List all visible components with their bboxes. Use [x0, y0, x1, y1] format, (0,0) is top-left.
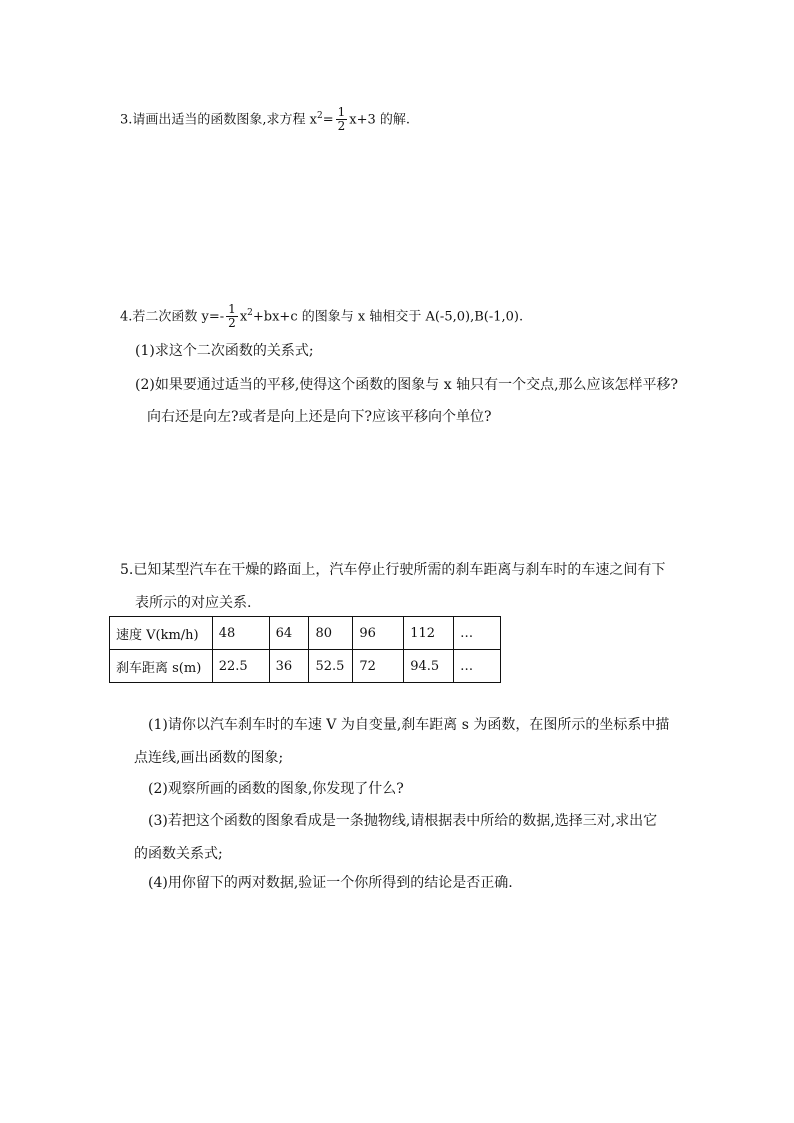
q3-exponent: 2 [317, 111, 323, 121]
q4-exponent: 2 [247, 308, 253, 318]
speed-distance-table [109, 616, 501, 683]
q4-mid: x [239, 309, 248, 325]
q3-suffix: x+3 的解. [349, 112, 411, 128]
q4-suffix: +bx+c 的图象与 x 轴相交于 A(-5,0),B(-1,0). [252, 309, 524, 325]
q5-part-4: (4)用你留下的两对数据,验证一个你所得到的结论是否正确. [148, 875, 513, 891]
q5-part-1-line-1: (1)请你以汽车刹车时的车速 V 为自变量,刹车距离 s 为函数，在图所示的坐标系中描 [148, 717, 670, 733]
table-cell: 112 [404, 617, 454, 650]
table-cell: 36 [269, 650, 309, 683]
q3-equals: = [322, 112, 334, 128]
q5-part-3-line-1: (3)若把这个函数的图象看成是一条抛物线,请根据表中所给的数据,选择三对,求出它 [148, 813, 658, 829]
q3-prefix: 3.请画出适当的函数图象,求方程 x [120, 112, 317, 128]
q4-frac-den: 2 [228, 316, 236, 331]
q5-part-1-line-2: 点连线,画出函数的图象; [134, 750, 284, 766]
q4-frac-num: 1 [228, 302, 236, 317]
q3-frac-den: 2 [337, 119, 346, 134]
q5-line-1: 5.已知某型汽车在干燥的路面上，汽车停止行驶所需的刹车距离与刹车时的车速之间有下 [120, 562, 666, 578]
q3-fraction [336, 106, 348, 133]
q4-fraction [226, 303, 238, 330]
table-cell: 94.5 [404, 650, 454, 683]
table-cell: … [454, 617, 501, 650]
q3-frac-num: 1 [337, 105, 346, 120]
table-cell: 速度 V(km/h) [110, 617, 213, 650]
table-row-speed [110, 617, 501, 650]
table-cell: 刹车距离 s(m) [110, 650, 213, 683]
q4-part-1: (1)求这个二次函数的关系式; [135, 343, 314, 359]
q5-line-2: 表所示的对应关系. [135, 595, 252, 611]
question-3 [120, 106, 410, 133]
q5-part-3-line-2: 的函数关系式; [134, 846, 223, 862]
q4-prefix: 4.若二次函数 y=- [120, 309, 225, 325]
q4-part-2-line-2: 向右还是向左?或者是向上还是向下?应该平移向个单位? [147, 409, 492, 425]
table-cell: 72 [353, 650, 404, 683]
table-cell: … [454, 650, 501, 683]
question-4 [120, 303, 523, 330]
table-cell: 96 [353, 617, 404, 650]
table-cell: 80 [309, 617, 353, 650]
table-cell: 48 [212, 617, 269, 650]
table-row-distance [110, 650, 501, 683]
q4-part-2-line-1: (2)如果要通过适当的平移,使得这个函数的图象与 x 轴只有一个交点,那么应该怎样平移? [135, 377, 679, 393]
table-cell: 22.5 [212, 650, 269, 683]
table-cell: 64 [269, 617, 309, 650]
table-cell: 52.5 [309, 650, 353, 683]
q5-part-2: (2)观察所画的函数的图象,你发现了什么? [148, 781, 404, 797]
